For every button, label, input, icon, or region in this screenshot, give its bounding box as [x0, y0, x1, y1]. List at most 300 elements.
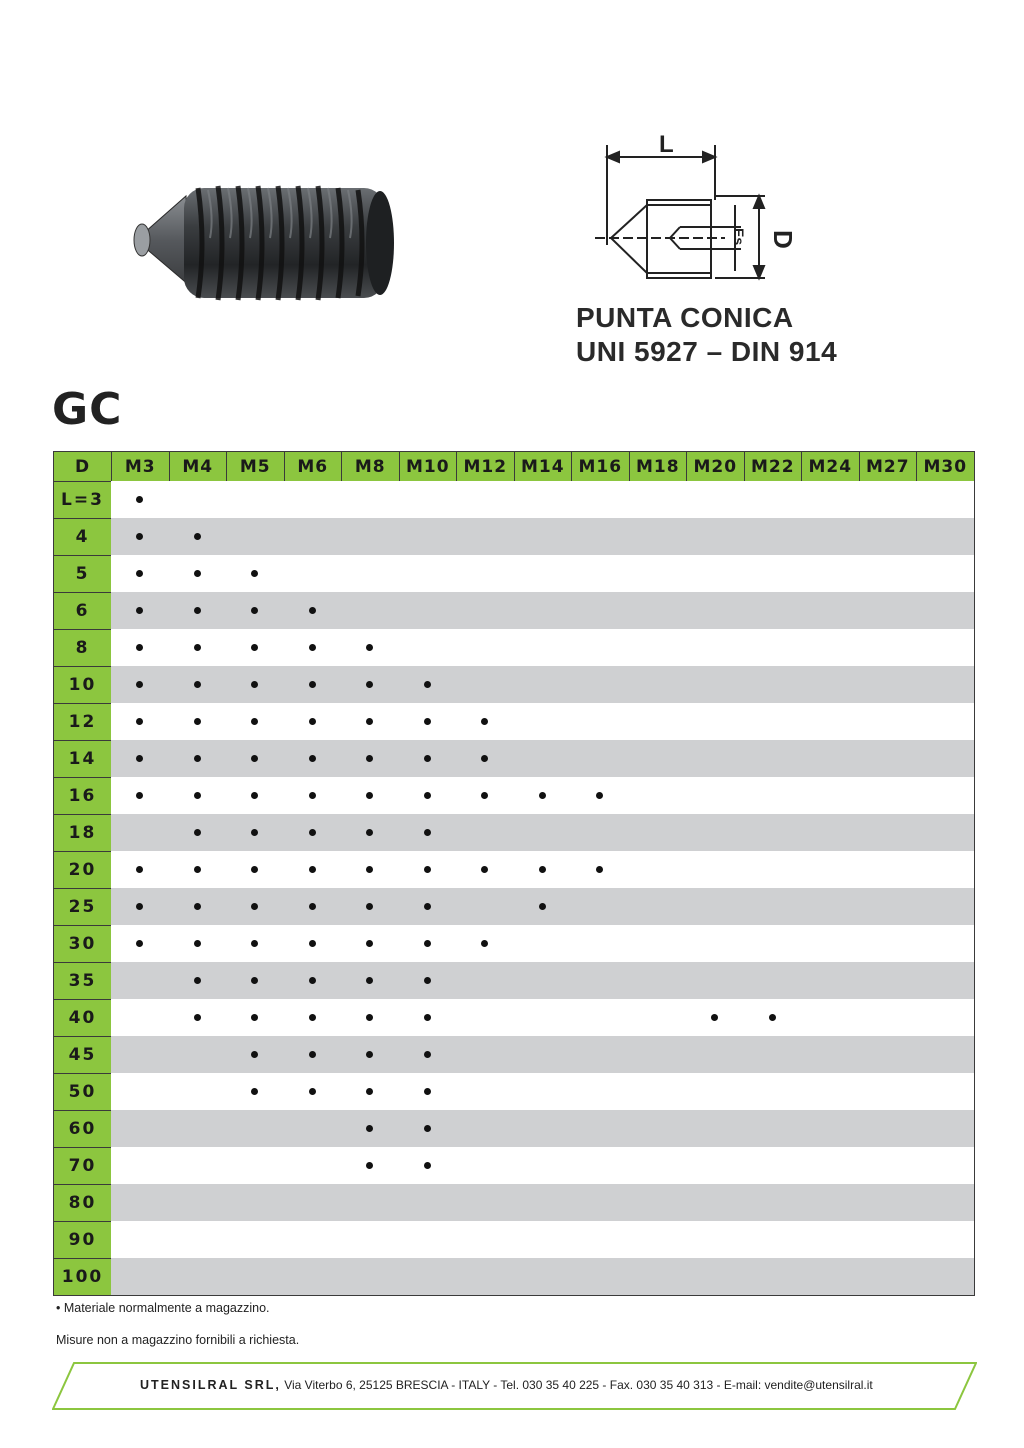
- set-screw-photo: [128, 178, 398, 308]
- availability-cell: [629, 518, 687, 555]
- availability-cell: [744, 925, 802, 962]
- availability-cell: [341, 888, 399, 925]
- column-header: M4: [169, 452, 227, 481]
- availability-cell: [456, 888, 514, 925]
- in-stock-dot: [251, 718, 258, 725]
- availability-cell: [169, 555, 227, 592]
- availability-cell: [801, 999, 859, 1036]
- in-stock-dot: [366, 755, 373, 762]
- availability-cell: [859, 962, 917, 999]
- availability-cell: [341, 592, 399, 629]
- row-length-label: 40: [54, 999, 111, 1036]
- availability-cell: [859, 777, 917, 814]
- availability-cell: [744, 592, 802, 629]
- availability-cell: [169, 629, 227, 666]
- availability-cell: [514, 1221, 572, 1258]
- availability-cell: [571, 999, 629, 1036]
- in-stock-dot: [424, 792, 431, 799]
- column-header: M14: [514, 452, 572, 481]
- availability-cell: [916, 888, 974, 925]
- in-stock-dot: [194, 681, 201, 688]
- availability-cell: [744, 1073, 802, 1110]
- availability-cell: [456, 703, 514, 740]
- availability-cell: [226, 962, 284, 999]
- availability-cell: [514, 1147, 572, 1184]
- in-stock-dot: [596, 792, 603, 799]
- availability-cell: [111, 1258, 169, 1295]
- availability-cell: [629, 1258, 687, 1295]
- row-length-label: 10: [54, 666, 111, 703]
- availability-cell: [111, 1221, 169, 1258]
- availability-cell: [801, 666, 859, 703]
- availability-cell: [341, 703, 399, 740]
- availability-cell: [341, 666, 399, 703]
- availability-cell: [801, 1073, 859, 1110]
- availability-cell: [571, 703, 629, 740]
- availability-cell: [456, 962, 514, 999]
- in-stock-dot: [136, 607, 143, 614]
- availability-cell: [859, 740, 917, 777]
- table-row: [54, 851, 974, 888]
- availability-cell: [226, 999, 284, 1036]
- availability-cell: [226, 1036, 284, 1073]
- availability-cell: [916, 703, 974, 740]
- availability-cell: [111, 740, 169, 777]
- availability-cell: [629, 481, 687, 518]
- row-length-label: 60: [54, 1110, 111, 1147]
- dim-D-label: D: [768, 230, 798, 249]
- on-request-note: Misure non a magazzino fornibili a richiesta.: [56, 1333, 300, 1347]
- availability-cell: [169, 481, 227, 518]
- in-stock-dot: [251, 644, 258, 651]
- availability-cell: [744, 1258, 802, 1295]
- availability-cell: [111, 1184, 169, 1221]
- column-header: M10: [399, 452, 457, 481]
- availability-cell: [284, 1184, 342, 1221]
- availability-cell: [514, 1073, 572, 1110]
- in-stock-dot: [136, 940, 143, 947]
- availability-cell: [111, 518, 169, 555]
- availability-cell: [571, 1221, 629, 1258]
- availability-cell: [744, 777, 802, 814]
- availability-cell: [859, 888, 917, 925]
- availability-cell: [629, 777, 687, 814]
- footer-details: Via Viterbo 6, 25125 BRESCIA - ITALY - Tel. 030 35 40 225 - Fax. 030 35 40 313 - E-mail: vendite@utensilral.it: [280, 1378, 873, 1392]
- availability-cell: [341, 555, 399, 592]
- availability-cell: [571, 592, 629, 629]
- in-stock-dot: [309, 718, 316, 725]
- availability-cell: [916, 925, 974, 962]
- in-stock-dot: [309, 792, 316, 799]
- in-stock-dot: [136, 792, 143, 799]
- table-row: [54, 1184, 974, 1221]
- availability-cell: [801, 851, 859, 888]
- availability-cell: [169, 1258, 227, 1295]
- drawing-caption-type: PUNTA CONICA: [576, 302, 794, 333]
- availability-cell: [686, 999, 744, 1036]
- availability-cell: [456, 851, 514, 888]
- in-stock-dot: [136, 644, 143, 651]
- availability-cell: [859, 1184, 917, 1221]
- availability-cell: [859, 592, 917, 629]
- availability-cell: [169, 962, 227, 999]
- availability-cell: [226, 1110, 284, 1147]
- availability-cell: [571, 666, 629, 703]
- availability-cell: [111, 814, 169, 851]
- table-row: [54, 1221, 974, 1258]
- availability-cell: [341, 1110, 399, 1147]
- in-stock-dot: [309, 1014, 316, 1021]
- availability-cell: [571, 1184, 629, 1221]
- availability-cell: [399, 1073, 457, 1110]
- column-header: M16: [571, 452, 629, 481]
- availability-cell: [686, 1258, 744, 1295]
- availability-cell: [916, 1221, 974, 1258]
- availability-cell: [169, 592, 227, 629]
- in-stock-dot: [424, 681, 431, 688]
- availability-cell: [226, 1258, 284, 1295]
- availability-cell: [284, 1073, 342, 1110]
- availability-cell: [284, 518, 342, 555]
- availability-cell: [801, 740, 859, 777]
- availability-cell: [571, 555, 629, 592]
- availability-cell: [686, 1036, 744, 1073]
- availability-cell: [859, 1147, 917, 1184]
- availability-cell: [629, 1147, 687, 1184]
- availability-cell: [341, 1221, 399, 1258]
- in-stock-dot: [309, 940, 316, 947]
- in-stock-dot: [424, 866, 431, 873]
- availability-cell: [629, 999, 687, 1036]
- availability-cell: [111, 888, 169, 925]
- availability-cell: [284, 592, 342, 629]
- availability-cell: [801, 1221, 859, 1258]
- availability-cell: [629, 1184, 687, 1221]
- in-stock-dot: [366, 681, 373, 688]
- availability-cell: [169, 1184, 227, 1221]
- availability-cell: [629, 1036, 687, 1073]
- availability-cell: [571, 740, 629, 777]
- availability-cell: [111, 666, 169, 703]
- availability-cell: [284, 1036, 342, 1073]
- row-length-label: 100: [54, 1258, 111, 1295]
- in-stock-dot: [136, 681, 143, 688]
- in-stock-dot: [194, 903, 201, 910]
- in-stock-dot: [309, 903, 316, 910]
- in-stock-dot: [136, 755, 143, 762]
- in-stock-dot: [481, 792, 488, 799]
- availability-cell: [916, 851, 974, 888]
- availability-cell: [399, 555, 457, 592]
- availability-cell: [341, 851, 399, 888]
- availability-cell: [514, 888, 572, 925]
- in-stock-dot: [366, 1014, 373, 1021]
- in-stock-dot: [366, 1051, 373, 1058]
- availability-cell: [629, 740, 687, 777]
- availability-cell: [169, 851, 227, 888]
- availability-cell: [686, 1184, 744, 1221]
- availability-cell: [571, 1147, 629, 1184]
- availability-cell: [571, 777, 629, 814]
- availability-cell: [169, 1221, 227, 1258]
- in-stock-dot: [194, 570, 201, 577]
- table-row: [54, 1110, 974, 1147]
- availability-cell: [571, 925, 629, 962]
- availability-cell: [514, 962, 572, 999]
- availability-cell: [456, 1036, 514, 1073]
- availability-cell: [916, 999, 974, 1036]
- availability-cell: [226, 740, 284, 777]
- availability-cell: [169, 1073, 227, 1110]
- availability-cell: [686, 740, 744, 777]
- availability-cell: [341, 740, 399, 777]
- availability-cell: [456, 629, 514, 666]
- in-stock-dot: [424, 940, 431, 947]
- availability-cell: [456, 518, 514, 555]
- availability-cell: [399, 481, 457, 518]
- column-header: M5: [226, 452, 284, 481]
- table-row: [54, 1036, 974, 1073]
- availability-cell: [399, 592, 457, 629]
- row-length-label: 20: [54, 851, 111, 888]
- availability-cell: [629, 555, 687, 592]
- availability-cell: [744, 962, 802, 999]
- in-stock-dot: [251, 940, 258, 947]
- availability-cell: [341, 999, 399, 1036]
- availability-cell: [399, 814, 457, 851]
- availability-cell: [399, 1258, 457, 1295]
- row-length-label: 80: [54, 1184, 111, 1221]
- availability-cell: [226, 666, 284, 703]
- availability-cell: [571, 518, 629, 555]
- availability-cell: [399, 1110, 457, 1147]
- availability-cell: [859, 1036, 917, 1073]
- availability-cell: [916, 592, 974, 629]
- in-stock-dot: [251, 1014, 258, 1021]
- in-stock-dot: [136, 570, 143, 577]
- availability-cell: [284, 555, 342, 592]
- availability-cell: [456, 999, 514, 1036]
- availability-cell: [859, 703, 917, 740]
- column-header: M8: [341, 452, 399, 481]
- in-stock-dot: [481, 755, 488, 762]
- availability-cell: [859, 1258, 917, 1295]
- availability-cell: [514, 777, 572, 814]
- availability-cell: [916, 740, 974, 777]
- availability-cell: [916, 1147, 974, 1184]
- table-row: [54, 1147, 974, 1184]
- availability-cell: [744, 888, 802, 925]
- availability-cell: [801, 962, 859, 999]
- availability-cell: [686, 1221, 744, 1258]
- availability-cell: [801, 629, 859, 666]
- column-header: M27: [859, 452, 917, 481]
- row-length-label: 5: [54, 555, 111, 592]
- drawing-caption-standard: UNI 5927 – DIN 914: [576, 336, 838, 367]
- in-stock-dot: [366, 866, 373, 873]
- footer-brand: UTENSILRAL SRL,: [140, 1378, 281, 1392]
- availability-cell: [686, 888, 744, 925]
- availability-cell: [571, 1258, 629, 1295]
- availability-cell: [514, 814, 572, 851]
- availability-cell: [111, 962, 169, 999]
- row-length-label: 18: [54, 814, 111, 851]
- availability-cell: [686, 592, 744, 629]
- in-stock-dot: [366, 644, 373, 651]
- availability-cell: [341, 962, 399, 999]
- availability-cell: [284, 925, 342, 962]
- availability-cell: [801, 888, 859, 925]
- availability-cell: [111, 703, 169, 740]
- in-stock-dot: [251, 1088, 258, 1095]
- row-length-label: 14: [54, 740, 111, 777]
- availability-cell: [169, 1147, 227, 1184]
- availability-cell: [226, 629, 284, 666]
- column-header: M24: [801, 452, 859, 481]
- dim-Es-label: Es: [731, 228, 747, 246]
- availability-cell: [341, 1036, 399, 1073]
- availability-cell: [226, 1073, 284, 1110]
- availability-cell: [859, 925, 917, 962]
- availability-cell: [514, 851, 572, 888]
- availability-cell: [801, 592, 859, 629]
- footer-contact: [140, 1378, 873, 1392]
- availability-cell: [571, 851, 629, 888]
- availability-cell: [341, 814, 399, 851]
- availability-cell: [284, 1147, 342, 1184]
- in-stock-dot: [251, 1051, 258, 1058]
- in-stock-dot: [136, 866, 143, 873]
- availability-cell: [744, 518, 802, 555]
- in-stock-dot: [366, 1088, 373, 1095]
- in-stock-dot: [366, 1162, 373, 1169]
- column-header: M3: [111, 452, 169, 481]
- availability-cell: [111, 999, 169, 1036]
- table-row: [54, 1073, 974, 1110]
- in-stock-dot: [309, 829, 316, 836]
- in-stock-dot: [366, 792, 373, 799]
- row-length-label: 90: [54, 1221, 111, 1258]
- availability-cell: [169, 888, 227, 925]
- availability-cell: [226, 592, 284, 629]
- availability-cell: [801, 1110, 859, 1147]
- availability-cell: [341, 518, 399, 555]
- availability-cell: [226, 481, 284, 518]
- availability-cell: [571, 481, 629, 518]
- availability-cell: [169, 518, 227, 555]
- column-header: M30: [916, 452, 974, 481]
- availability-cell: [686, 629, 744, 666]
- in-stock-dot: [481, 940, 488, 947]
- availability-cell: [744, 703, 802, 740]
- availability-cell: [859, 999, 917, 1036]
- availability-cell: [399, 851, 457, 888]
- technical-drawing: [585, 125, 805, 285]
- availability-cell: [111, 1073, 169, 1110]
- availability-cell: [744, 481, 802, 518]
- in-stock-dot: [136, 718, 143, 725]
- in-stock-dot: [251, 866, 258, 873]
- in-stock-dot: [366, 829, 373, 836]
- availability-cell: [341, 1184, 399, 1221]
- availability-cell: [859, 481, 917, 518]
- in-stock-dot: [194, 940, 201, 947]
- row-length-label: 16: [54, 777, 111, 814]
- availability-cell: [629, 1110, 687, 1147]
- availability-cell: [284, 1258, 342, 1295]
- availability-cell: [456, 1184, 514, 1221]
- availability-cell: [111, 555, 169, 592]
- in-stock-dot: [424, 1051, 431, 1058]
- column-header: M12: [456, 452, 514, 481]
- row-length-label: 50: [54, 1073, 111, 1110]
- availability-cell: [859, 851, 917, 888]
- availability-cell: [571, 814, 629, 851]
- availability-cell: [801, 703, 859, 740]
- availability-cell: [226, 1221, 284, 1258]
- in-stock-dot: [251, 681, 258, 688]
- availability-cell: [744, 1221, 802, 1258]
- availability-cell: [686, 703, 744, 740]
- in-stock-dot: [194, 977, 201, 984]
- availability-cell: [916, 555, 974, 592]
- in-stock-dot: [309, 866, 316, 873]
- in-stock-dot: [366, 977, 373, 984]
- availability-cell: [284, 666, 342, 703]
- availability-cell: [514, 666, 572, 703]
- availability-cell: [111, 1036, 169, 1073]
- availability-cell: [916, 777, 974, 814]
- availability-cell: [284, 481, 342, 518]
- row-length-label: 4: [54, 518, 111, 555]
- availability-cell: [916, 1258, 974, 1295]
- availability-cell: [801, 1184, 859, 1221]
- in-stock-dot: [424, 903, 431, 910]
- in-stock-dot: [481, 866, 488, 873]
- availability-cell: [514, 1258, 572, 1295]
- corner-header: D: [54, 452, 111, 481]
- in-stock-dot: [481, 718, 488, 725]
- availability-cell: [226, 1184, 284, 1221]
- availability-cell: [169, 740, 227, 777]
- in-stock-dot: [424, 1088, 431, 1095]
- availability-cell: [399, 925, 457, 962]
- availability-cell: [859, 629, 917, 666]
- availability-cell: [514, 481, 572, 518]
- availability-cell: [686, 962, 744, 999]
- availability-cell: [801, 518, 859, 555]
- availability-cell: [859, 555, 917, 592]
- availability-cell: [744, 1036, 802, 1073]
- table-row: [54, 925, 974, 962]
- row-length-label: L=3: [54, 481, 111, 518]
- availability-cell: [916, 629, 974, 666]
- availability-cell: [111, 629, 169, 666]
- availability-cell: [111, 1110, 169, 1147]
- in-stock-dot: [366, 903, 373, 910]
- availability-cell: [916, 1036, 974, 1073]
- availability-cell: [686, 518, 744, 555]
- availability-cell: [169, 814, 227, 851]
- availability-cell: [801, 1258, 859, 1295]
- in-stock-dot: [424, 829, 431, 836]
- availability-cell: [916, 1110, 974, 1147]
- table-row: [54, 962, 974, 999]
- availability-cell: [456, 555, 514, 592]
- availability-cell: [859, 1110, 917, 1147]
- row-length-label: 30: [54, 925, 111, 962]
- availability-cell: [514, 518, 572, 555]
